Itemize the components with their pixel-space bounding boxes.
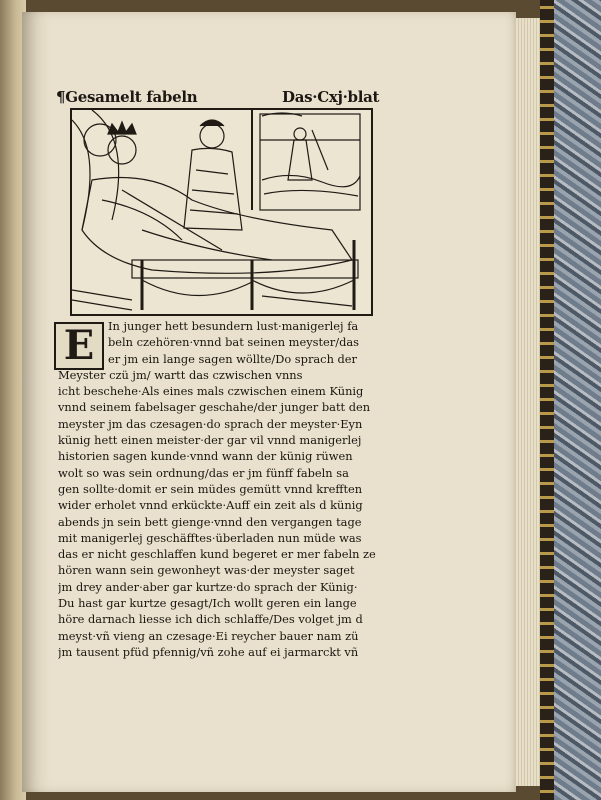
text-line: meyst·vñ vieng an czesage·Ei reycher bauer nam zü bbox=[58, 628, 359, 643]
text-line: icht beschehe·Als eines mals czwischen einem Künig bbox=[58, 384, 364, 399]
text-line: jm tausent pfüd pfennig/vñ zohe auf ei jarmarckt vñ bbox=[58, 644, 359, 659]
body-text bbox=[58, 318, 384, 660]
header-title: Gesamelt fabeln bbox=[65, 88, 198, 106]
woodcut-illustration bbox=[70, 108, 373, 316]
text-line: beln czehören·vnnd bat seinen meyster/das bbox=[108, 335, 360, 350]
text-line: mit manigerlej geschäfftes·überladen nun müde was bbox=[58, 530, 362, 545]
text-line: hören wann sein gewonheyt was·der meyster saget bbox=[58, 563, 355, 578]
text-line: wolt so was sein ordnung/das er jm fünff fabeln sa bbox=[58, 465, 349, 480]
cover-border bbox=[540, 0, 554, 800]
text-line: höre darnach liesse ich dich schlaffe/Des volget jm d bbox=[58, 612, 363, 627]
text-line: meyster jm das czesagen·do sprach der meyster·Eyn bbox=[58, 416, 363, 431]
text-line: historien sagen kunde·vnnd wann der künig rüwen bbox=[58, 449, 353, 464]
text-line: er jm ein lange sagen wöllte/Do sprach der bbox=[108, 351, 357, 366]
text-line: gen sollte·domit er sein müdes gemütt vnnd krefften bbox=[58, 481, 363, 496]
text-line: Du hast gar kurtze gesagt/Ich wollt geren ein lange bbox=[58, 596, 357, 611]
marbled-cover bbox=[554, 0, 601, 800]
folio-number: Das·Cxj·blat bbox=[282, 88, 380, 106]
text-line: jm drey ander·aber gar kurtze·do sprach der Künig· bbox=[58, 579, 358, 594]
text-line: wider erholet vnnd erkückte·Auff ein zeit als d künig bbox=[58, 498, 363, 513]
text-line: abends jn sein bett gienge·vnnd den vergangen tage bbox=[58, 514, 362, 529]
decorated-initial: E bbox=[54, 322, 104, 370]
running-header-left bbox=[56, 88, 197, 106]
woodcut-scene bbox=[72, 110, 371, 314]
text-line: vnnd seinem fabelsager geschahe/der junger batt den bbox=[58, 400, 371, 415]
text-line: In junger hett besundern lust·manigerlej fa bbox=[108, 319, 359, 333]
text-line: das er nicht geschlaffen kund begeret er mer fabeln ze bbox=[58, 547, 376, 562]
text-line: Meyster czü jm/ wartt das czwischen vnns bbox=[58, 367, 303, 382]
page-edges bbox=[516, 18, 540, 786]
text-line: künig hett einen meister·der gar vil vnnd manigerlej bbox=[58, 433, 362, 448]
pilcrow-icon: ¶ bbox=[56, 88, 66, 106]
